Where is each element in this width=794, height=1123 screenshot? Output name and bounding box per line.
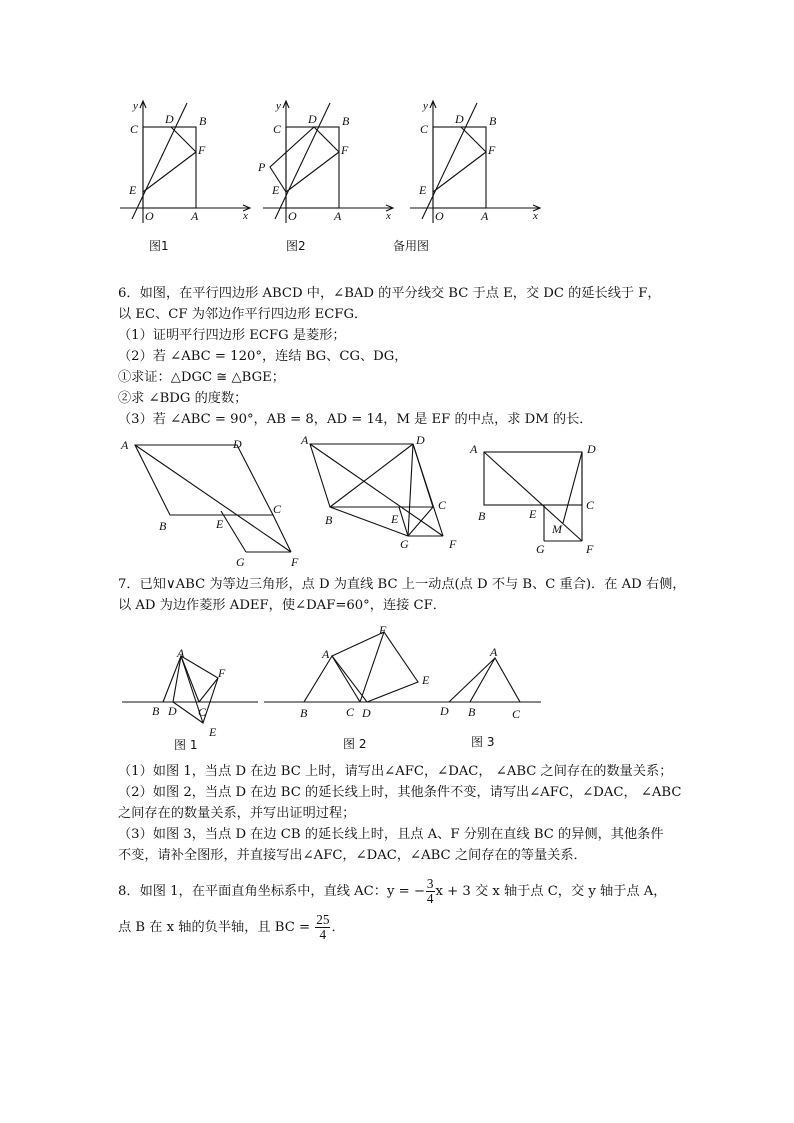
svg-text:D: D: [233, 437, 242, 451]
svg-text:B: B: [468, 705, 476, 719]
svg-text:D: D: [416, 433, 425, 447]
svg-text:E: E: [391, 512, 399, 526]
svg-text:D: D: [308, 112, 317, 126]
svg-text:y: y: [276, 100, 281, 112]
svg-text:D: D: [168, 704, 177, 718]
parallelogram-figure-2: [295, 432, 465, 562]
svg-text:B: B: [325, 513, 333, 527]
question-6-text: [118, 283, 678, 430]
q7-line-2: 以 AD 为边作菱形 ADEF，使∠DAF=60°，连接 CF．: [118, 598, 446, 613]
svg-text:E: E: [129, 183, 137, 197]
svg-text:C: C: [586, 498, 595, 512]
triangle-figure-3: [428, 640, 558, 760]
svg-text:E: E: [419, 183, 427, 197]
svg-text:y: y: [423, 100, 428, 112]
q6-line-7: （3）若 ∠ABC = 90°，AB = 8，AD = 14，M 是 EF 的中点，求 DM 的长．: [118, 412, 593, 427]
fraction-25-4: $\frac{25}{4}$: [316, 912, 330, 942]
q8-line2-suffix: ．: [331, 920, 345, 935]
svg-text:A: A: [177, 646, 185, 660]
svg-text:G: G: [400, 537, 409, 551]
svg-text:C: C: [512, 707, 521, 721]
svg-text:备用图: 备用图: [393, 239, 430, 253]
svg-text:C: C: [420, 122, 429, 136]
svg-text:D: D: [165, 112, 174, 126]
svg-text:O: O: [145, 209, 154, 223]
svg-text:C: C: [438, 498, 447, 512]
question-7-intro: [118, 574, 686, 616]
svg-text:图 3: 图 3: [471, 735, 495, 749]
q8-prefix: 8．如图 1，在平面直角坐标系中，直线 AC：y = −: [118, 884, 425, 899]
q6-line-5: ①求证：△DGC ≅ △BGE；: [118, 370, 285, 385]
q6-line-6: ②求 ∠BDG 的度数；: [118, 391, 248, 406]
svg-text:A: A: [322, 647, 330, 661]
svg-text:G: G: [236, 555, 245, 569]
svg-text:x: x: [243, 210, 248, 222]
svg-text:F: F: [291, 555, 299, 569]
q6-line-3: （1）证明平行四边形 ECFG 是菱形；: [118, 328, 346, 343]
svg-text:F: F: [379, 623, 387, 637]
svg-text:B: B: [152, 704, 160, 718]
svg-text:A: A: [301, 433, 309, 447]
svg-text:E: E: [216, 517, 224, 531]
svg-text:y: y: [133, 100, 138, 112]
svg-text:F: F: [198, 143, 206, 157]
rhombus-figure-1: [120, 645, 260, 765]
svg-text:A: A: [191, 209, 199, 223]
rectangle-figure-3: [470, 436, 630, 566]
svg-text:O: O: [435, 209, 444, 223]
svg-text:C: C: [198, 705, 207, 719]
svg-text:B: B: [478, 509, 486, 523]
svg-text:B: B: [159, 519, 167, 533]
q7-part-3: （3）如图 3，当点 D 在边 CB 的延长线上时，且点 A、F 分别在直线 BC 的异侧，其他条件: [118, 827, 664, 842]
svg-text:M: M: [552, 522, 562, 536]
q6-line-4: （2）若 ∠ABC = 120°，连结 BG、CG、DG，: [118, 349, 408, 364]
svg-text:A: A: [481, 209, 489, 223]
svg-text:C: C: [130, 122, 139, 136]
svg-text:F: F: [488, 143, 496, 157]
svg-text:图1: 图1: [149, 239, 169, 253]
svg-text:x: x: [386, 210, 391, 222]
svg-text:图 2: 图 2: [343, 737, 367, 751]
svg-text:C: C: [273, 502, 282, 516]
svg-text:O: O: [288, 209, 297, 223]
svg-text:A: A: [490, 645, 498, 659]
coordinate-figure-spare: [393, 95, 545, 255]
coordinate-figure-2: [258, 95, 398, 255]
q6-line-1: 6．如图，在平行四边形 ABCD 中，∠BAD 的平分线交 BC 于点 E，交 DC 的延长线于 F，: [118, 286, 661, 301]
coordinate-figure-1: [115, 95, 255, 255]
svg-text:图2: 图2: [286, 239, 306, 253]
svg-text:D: D: [587, 442, 596, 456]
parallelogram-figure-1: [115, 432, 305, 572]
q8-line-1: [118, 874, 678, 910]
q6-line-2: 以 EC、CF 为邻边作平行四边形 ECFG．: [118, 307, 368, 322]
svg-text:P: P: [258, 160, 266, 174]
svg-text:F: F: [586, 542, 594, 556]
svg-text:F: F: [449, 537, 457, 551]
q8-line-2: [118, 910, 678, 946]
svg-text:A: A: [470, 442, 478, 456]
svg-text:D: D: [362, 706, 371, 720]
svg-text:B: B: [300, 706, 308, 720]
q7-line-1: 7．已知∨ABC 为等边三角形，点 D 为直线 BC 上一动点(点 D 不与 B、C 重合)．在 AD 右侧，: [118, 577, 686, 592]
fraction-3-4: $\frac{3}{4}$: [426, 876, 434, 906]
svg-text:x: x: [533, 210, 538, 222]
svg-text:E: E: [422, 673, 430, 687]
question-7-parts: [118, 761, 682, 866]
svg-text:图 1: 图 1: [174, 738, 198, 752]
svg-text:B: B: [199, 114, 207, 128]
svg-text:A: A: [334, 209, 342, 223]
rhombus-figure-2: [260, 620, 440, 750]
svg-text:B: B: [342, 114, 350, 128]
question-8-text: [118, 874, 678, 946]
q7-part-2: （2）如图 2，当点 D 在边 BC 的延长线上时，其他条件不变，请写出∠AFC，∠DAC， ∠ABC: [118, 785, 682, 800]
q8-mid: x + 3 交 x 轴于点 C，交 y 轴于点 A，: [435, 884, 667, 899]
svg-text:E: E: [529, 507, 537, 521]
svg-text:C: C: [273, 122, 282, 136]
svg-text:E: E: [209, 725, 217, 739]
svg-text:E: E: [272, 183, 280, 197]
svg-text:A: A: [121, 438, 129, 452]
q7-part-2-cont: 之间存在的数量关系，并写出证明过程；: [118, 806, 356, 821]
svg-text:D: D: [440, 704, 449, 718]
q7-part-1: （1）如图 1，当点 D 在边 BC 上时，请写出∠AFC，∠DAC， ∠ABC 之间存在的数量关系；: [118, 764, 673, 779]
svg-text:F: F: [341, 143, 349, 157]
svg-text:G: G: [536, 542, 545, 556]
svg-text:C: C: [346, 705, 355, 719]
q7-part-3-cont: 不变，请补全图形，并直接写出∠AFC，∠DAC，∠ABC 之间存在的等量关系．: [118, 848, 587, 863]
q8-line2-prefix: 点 B 在 x 轴的负半轴，且 BC =: [118, 920, 311, 935]
svg-text:D: D: [455, 112, 464, 126]
svg-text:B: B: [489, 114, 497, 128]
svg-text:F: F: [218, 666, 226, 680]
